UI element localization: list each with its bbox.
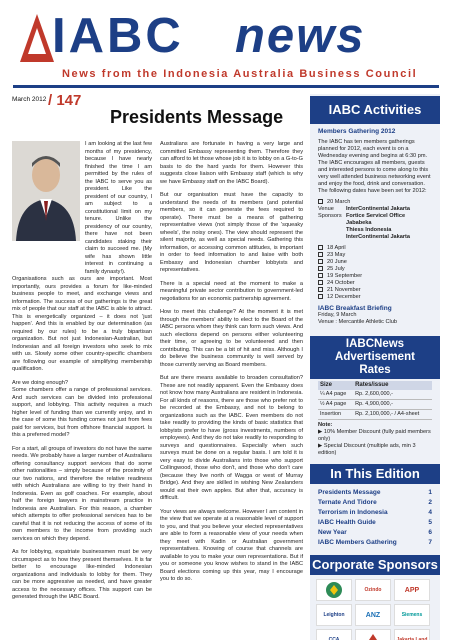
venue-label: Venue: [318, 206, 334, 212]
checkbox-icon: [318, 294, 323, 299]
article-paragraph: I am looking at the last few months of my presidency, because I have nearly finished the time I am permitted by the rules of the IABC to serve you as president. Like the president of our country, I am subject to a constitutional limit on my tenure. Unlike the presidency of our country, there have not been candidates staking their claim to succeed me. (My wife has shown little interest in continuing a family dynasty!).: [85, 141, 152, 275]
rate-price: Rp. 2,600,000,-: [353, 390, 432, 400]
corporate-sponsors-header: Corporate Sponsors: [310, 555, 440, 575]
rate-size: ¼ A4 page: [318, 390, 353, 400]
checkbox-icon: [318, 199, 323, 204]
rates-note: ▶ Special Discount (multiple ads, min 3 edition): [318, 443, 416, 456]
toc-item-page: 2: [428, 499, 432, 506]
event-date: 18 April: [327, 245, 346, 251]
event-date: 20 March: [327, 199, 351, 205]
event-date: 20 June: [327, 259, 347, 265]
event-date: 21 November: [327, 287, 361, 293]
logo-iabc: IABC: [52, 9, 184, 63]
sponsor-item: Thiess Indonesia: [346, 227, 392, 233]
checkbox-icon: [318, 287, 323, 292]
article-paragraph: How to meet this challenge? At the moment it is met through the members' ability to elect to the Board of the IABC persons whom they think can form such views. And such elections depend on persons either volunteering their time, or agreeing to be volunteered and then contributing. This can be a bit of hit and miss. Although I do believe the business community is well served by those currently serving as Board members.: [160, 309, 303, 368]
toc-item[interactable]: [318, 508, 432, 518]
sponsor-logo: Siemens: [394, 604, 430, 626]
table-row: [318, 390, 432, 400]
checkbox-icon: [318, 259, 323, 264]
checkbox-icon: [318, 266, 323, 271]
sponsors-label: Sponsors: [318, 213, 342, 219]
article-paragraph: But our organisation must have the capacity to understand the needs of its members (and potential members, so it can generate the fees required to operate). There must be a means of gathering representative views (not simply those of the 'squeaky wheels', the noisy ones). The view should represent the silent majority, as well as special needs. Gathering this information, or accessing common attitudes, is important in order to feed information to and liaise with both Embassy and Indonesian chamber lobbyists and representatives.: [160, 192, 303, 273]
rate-size: ½ A4 page: [318, 400, 353, 410]
article-paragraph: For a start, all groups of investors do not have the same needs. We probably have a larger number of Australians offering consultancy support services that do some other nationalities – simply because of the proximity of our two nations, and therefore the relative readiness with which Australians are willing to try their hand in Indonesia. Even as golf coaches. For example, about half the foreign lawyers in mainstream practice in Indonesia are Australian. For this reason, a chamber which attempts to offer professional services has to be careful that it is not reducing the access of some of its own members to the income from providing such services on which they depend.: [12, 445, 152, 542]
table-row: [318, 410, 432, 420]
issue-date: March 2012: [12, 96, 47, 103]
article-paragraph: But are there means available to broaden consultation? These are not readily apparent. Even the Embassy does not know how many Australians are resident in Indonesia. For all kinds of reasons, there are those who prefer not to be recorded at the Embassy, and not to belong to organizations such as the IABC. Even members do not take readily to providing the kinds of basic statistics that lobbyists prefer to have (gross investments, numbers of employees). And they do not take readily to responding to surveys and questionnaires. Especially when such surveys must be done on a regular basis. I am told it is very easy to divide Australians into those who support Collingwood, those who don't, and those who don't care (because they live north of Wagga or west of Murray Bridge). And they are skilled in wishing New Zealanders would eat their own apples. But after that, accuracy is difficult.: [160, 375, 303, 501]
toc-item-page: 6: [428, 529, 432, 536]
toc-item-label: New Year: [318, 529, 347, 536]
sponsor-logo: CCA: [316, 629, 352, 640]
breakfast-venue: Venue : Mercantile Athletic Club: [318, 319, 397, 325]
rates-note-label: Note:: [318, 422, 333, 428]
sponsor-logos: [310, 575, 440, 640]
checkbox-icon: [318, 245, 323, 250]
sponsor-logo: ANZ: [355, 604, 391, 626]
sidebar: [310, 94, 440, 640]
masthead: [0, 0, 452, 94]
activities-header: IABC Activities: [310, 96, 440, 124]
breakfast-title: IABC Breakfast Briefing: [318, 305, 392, 312]
sponsor-logo: Ozindo: [355, 579, 391, 601]
toc-item-label: Presidents Message: [318, 489, 381, 496]
toc-item-page: 5: [428, 519, 432, 526]
toc-item-page: 4: [428, 509, 432, 516]
rates-note: ▶ 10% Member Discount (fully paid members only): [318, 429, 431, 442]
sponsor-logo: Jakarta Land: [394, 629, 430, 640]
checkbox-icon: [318, 273, 323, 278]
sponsor-logo: Leighton: [316, 604, 352, 626]
toc-item-page: 7: [428, 539, 432, 546]
sponsor-item: InterContinental Jakarta: [346, 234, 411, 240]
sponsor-item: Jababeka: [346, 220, 372, 226]
masthead-rule: [13, 85, 439, 88]
toc-item-page: 1: [428, 489, 432, 496]
toc-item[interactable]: [318, 488, 432, 498]
rates-note-text: 10% Member Discount (fully paid members only): [318, 429, 431, 442]
event-date-list: [318, 245, 432, 301]
article-column-1: [12, 141, 152, 608]
event-date: 24 October: [327, 280, 355, 286]
sponsor-logo-emblem: [316, 579, 352, 601]
rates-note-text: Special Discount (multiple ads, min 3 edition): [318, 443, 416, 456]
rates-table: [318, 381, 432, 420]
toc-item-label: IABC Health Guide: [318, 519, 376, 526]
rates-header: IABCNews Advertisement Rates: [310, 336, 440, 379]
activities-intro: The IABC has ten members gatherings planned for 2012, each event is on a Wednesday evening and begins at 6:30 pm. The IABC encourages all members, guests and interested persons to come along to this very well attended business networking event and enjoy the food, drink and conversation. The following dates have been set for 2012:: [318, 139, 431, 194]
venue-value: InterContinental Jakarta: [346, 206, 411, 212]
toc-item-label: Ternate And Tidore: [318, 499, 377, 506]
toc-item[interactable]: [318, 538, 432, 548]
event-date: 12 December: [327, 294, 361, 300]
tagline: News from the Indonesia Australia Business Council: [62, 68, 418, 80]
rate-price: Rp. 2,100,000,- / A4-sheet: [353, 410, 432, 420]
event-date: 25 July: [327, 266, 345, 272]
event-date: 19 September: [327, 273, 363, 279]
article-paragraph: Australians are fortunate in having a very large and committed Embassy representing them. Therefore they can afford to let those whose job it is to lobby on a G-to-G basis to do the hard yards for them. However this suggests close liaison with Embassy staff (which is why we have Embassy staff on the IABC Board).: [160, 141, 303, 185]
article-paragraph: Some chambers offer a range of professional services. And such services can be divided into professional support, and lobbying. This activity requires a much higher level of funding than we currently enjoy, and in the case of some this funding comes not just from fees paid for services, but from offshore financial support. Is this a preferred model?: [12, 387, 152, 438]
breakfast-date: Friday, 9 March: [318, 312, 357, 318]
article-paragraph: Are we doing enough?: [12, 379, 68, 386]
logo-triangle-icon: [20, 14, 54, 62]
sponsor-item: Fortice Servicel Office: [346, 213, 406, 219]
sponsor-logo: APP: [394, 579, 430, 601]
article-title: Presidents Message: [110, 107, 284, 127]
toc-item[interactable]: [318, 528, 432, 538]
checkbox-icon: [318, 252, 323, 257]
toc-item-label: Terrorism in Indonesia: [318, 509, 388, 516]
toc-item[interactable]: [318, 498, 432, 508]
toc-item[interactable]: [318, 518, 432, 528]
article-column-2: [160, 141, 303, 590]
table-row: [318, 400, 432, 410]
article-paragraph: There is a special need at the moment to make a meaningful private sector contribution to government-led negotiations for an economic partnership agreement.: [160, 280, 303, 302]
sponsor-logo-emblem: [355, 629, 391, 640]
toc-list: [310, 484, 440, 552]
rates-col-header: Rates/issue: [353, 381, 432, 390]
event-date: 23 May: [327, 252, 346, 258]
rate-size: Insertion: [318, 410, 353, 420]
rate-price: Rp. 4,900,000,-: [353, 400, 432, 410]
activities-subtitle: Members Gathering 2012: [318, 128, 396, 135]
article-paragraph: Organisations such as ours are important. Most importantly, ours provides a forum for like-minded business people to meet, and exchange views and information. The success of our gatherings is the great mix of people that our staff at the IABC is able to attract. This is energetically organized – it does not 'just happen'. And this is enabled by our determination (as required by our rules) to be a truly bipartisan organization. But not just Indonesian-Australian, but Indonesian and all foreign investors who seek to mix with us. Slowly some other country-specific chambers are following our example of simplifying membership qualification.: [12, 276, 152, 372]
rates-col-header: Size: [318, 381, 353, 390]
article-paragraph: As for lobbying, expatriate businessmen must be very circumspect as to how they present themselves. It is far better to encourage like-minded Indonesian organizations and individuals to lobby for them. They can be more aggressive as needed, and have greater access to the necessary offices. This support can be generated through the IABC Board.: [12, 549, 152, 600]
article-paragraph: Your views are always welcome. However I am content in the view that we operate at a reasonable level of support to you, and that you believe your elected representatives are able to form a reasonable view of your needs when they meet with Kadin or Australian government representatives. Knowing of course that channels are available to you to make your own representations. But if you or someone you know wishes to stand in the IABC Board elections coming up this year, may I encourage you to do so.: [160, 508, 303, 582]
issue-number: / 147: [48, 92, 82, 109]
checkbox-icon: [318, 280, 323, 285]
logo-news: news: [235, 9, 366, 63]
toc-header: In This Edition: [310, 464, 440, 484]
toc-item-label: IABC Members Gathering: [318, 539, 397, 546]
